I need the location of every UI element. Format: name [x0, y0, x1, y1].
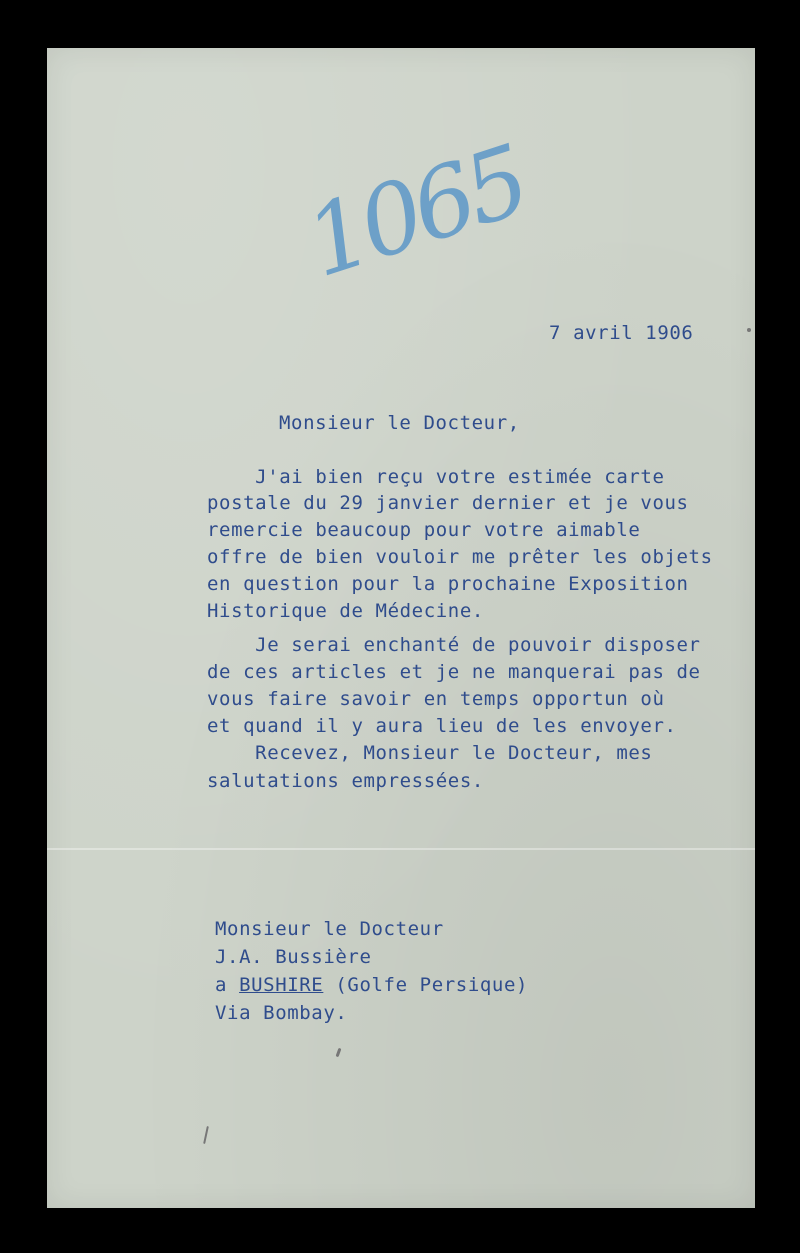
body-line: Je serai enchanté de pouvoir disposer — [207, 634, 701, 656]
letter-date: 7 avril 1906 — [549, 322, 694, 344]
address-city: BUSHIRE — [239, 974, 324, 996]
ink-speck — [747, 328, 751, 332]
address-line: Monsieur le Docteur — [215, 918, 444, 940]
body-line: salutations empressées. — [207, 770, 484, 792]
body-line: postale du 29 janvier dernier et je vous — [207, 492, 689, 514]
body-line: J'ai bien reçu votre estimée carte — [207, 466, 665, 488]
ink-speck — [336, 1048, 342, 1057]
letter-salutation: Monsieur le Docteur, — [279, 412, 520, 434]
address-prefix: a — [215, 974, 240, 996]
address-line: J.A. Bussière — [215, 946, 372, 968]
address-line: Via Bombay. — [215, 1002, 348, 1024]
body-line: Recevez, Monsieur le Docteur, mes — [207, 742, 653, 764]
letter-page — [47, 48, 755, 1208]
pencil-archive-number: 1065 — [293, 124, 538, 300]
paper-fold — [47, 848, 755, 850]
body-line: remercie beaucoup pour votre aimable — [207, 519, 641, 541]
ink-speck — [203, 1126, 209, 1144]
body-line: en question pour la prochaine Exposition — [207, 573, 689, 595]
address-suffix: (Golfe Persique) — [323, 974, 529, 996]
body-line: Historique de Médecine. — [207, 600, 484, 622]
body-line: vous faire savoir en temps opportun où — [207, 688, 665, 710]
body-line: et quand il y aura lieu de les envoyer. — [207, 715, 677, 737]
address-line — [215, 974, 528, 996]
body-line: de ces articles et je ne manquerai pas de — [207, 661, 701, 683]
body-line: offre de bien vouloir me prêter les objets — [207, 546, 713, 568]
